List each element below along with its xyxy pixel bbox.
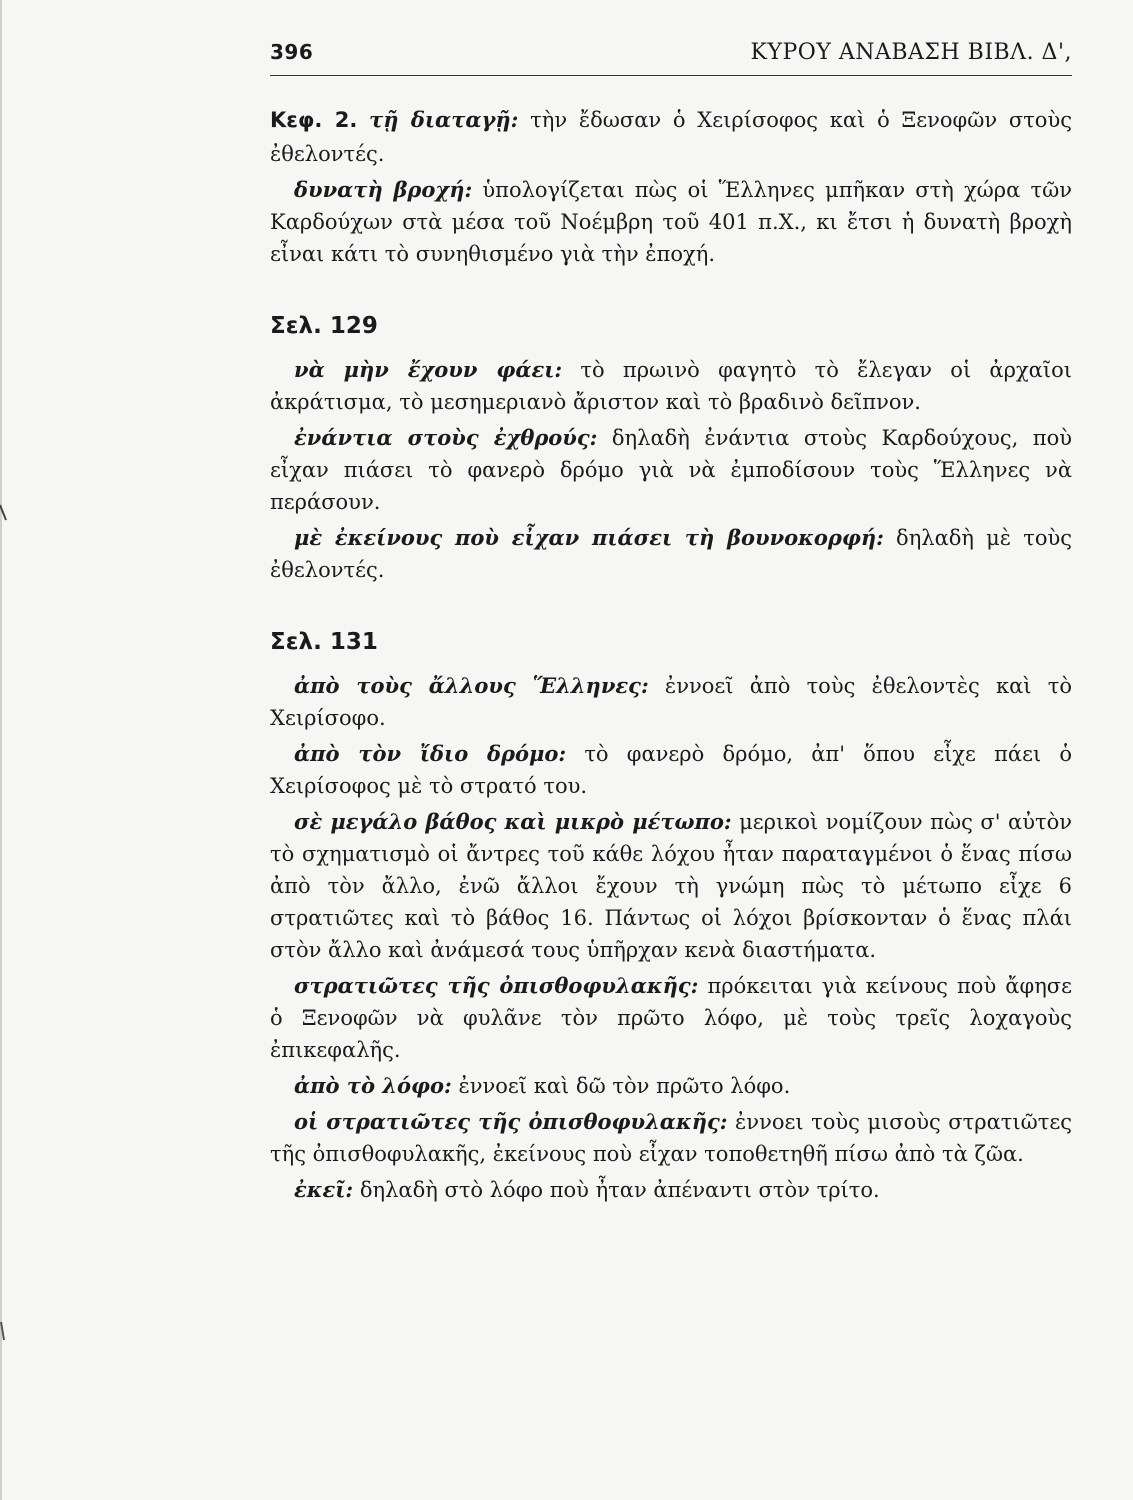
note-entry: [270, 1070, 1072, 1102]
note-term: ἀπὸ τὸ λόφο:: [294, 1073, 452, 1098]
note-text: δηλαδὴ μὲ τοὺς ἐθελοντές.: [270, 526, 1072, 582]
note-term: μὲ ἐκείνους ποὺ εἶχαν πιάσει τὴ βουνοκορφή:: [294, 525, 884, 550]
section-chapter-2: [270, 102, 1072, 270]
note-entry: [270, 522, 1072, 586]
note-term: νὰ μὴν ἔχουν φάει:: [294, 357, 563, 382]
book-page: [270, 40, 1072, 1210]
note-text: τὸ φανερὸ δρόμο, ἀπ' ὅπου εἶχε πάει ὁ Χειρίσοφος μὲ τὸ στρατό του.: [270, 742, 1072, 798]
note-text: ἐννοεῖ καὶ δῶ τὸν πρῶτο λόφο.: [451, 1074, 791, 1098]
note-text: τὸ πρωινὸ φαγητὸ τὸ ἔλεγαν οἱ ἀρχαῖοι ἀκράτισμα, τὸ μεσημεριανὸ ἄριστον καὶ τὸ βραδινὸ δεῖπνον.: [270, 358, 1072, 414]
margin-mark: [0, 505, 6, 520]
note-term: ἀπὸ τὸν ἴδιο δρόμο:: [294, 741, 567, 766]
note-term: στρατιῶτες τῆς ὀπισθοφυλακῆς:: [294, 973, 699, 998]
page-header: [270, 40, 1072, 76]
note-entry: [270, 1174, 1072, 1206]
note-text: ἐννοεῖ ἀπὸ τοὺς ἐθελοντὲς καὶ τὸ Χειρίσοφο.: [270, 674, 1072, 730]
note-term: ἐνάντια στοὺς ἐχθρούς:: [294, 425, 598, 450]
section-page-129: [270, 308, 1072, 586]
note-entry: [270, 670, 1072, 734]
note-entry: [270, 422, 1072, 518]
note-text: τὴν ἔδωσαν ὁ Χειρίσοφος καὶ ὁ Ξενοφῶν στοὺς ἐθελοντές.: [270, 108, 1072, 166]
section-title: Σελ. 129: [270, 313, 378, 339]
note-text: ἐννοει τοὺς μισοὺς στρατιῶτες τῆς ὀπισθοφυλακῆς, ἐκείνους ποὺ εἶχαν τοποθετηθῆ πίσω ἀπὸ τὰ ζῶα.: [270, 1110, 1072, 1166]
note-text: δηλαδὴ στὸ λόφο ποὺ ἦταν ἀπέναντι στὸν τρίτο.: [353, 1178, 880, 1202]
note-entry: [270, 174, 1072, 270]
section-page-131: [270, 624, 1072, 1206]
page-number: 396: [270, 40, 314, 64]
note-term: δυνατὴ βροχή:: [294, 177, 473, 202]
note-entry: [270, 806, 1072, 966]
note-entry: [270, 970, 1072, 1066]
section-title: Σελ. 131: [270, 629, 378, 655]
note-text: μερικοὶ νομίζουν πὼς σ' αὐτὸν τὸ σχηματισμὸ οἱ ἄντρες τοῦ κάθε λόχου ἦταν παραταγμένοι ὁ ἕνας πίσω ἀπὸ τὸν ἄλλο, ἐνῶ ἄλλοι ἔχουν τὴ γνώμη πὼς τὸ μέτωπο εἶχε 6 στρατιῶτες καὶ τὸ βάθος 16. Πάντως οἱ λόχοι βρίσκονταν ὁ ἕνας πλάι στὸν ἄλλο καὶ ἀνάμεσά τους ὑπῆρχαν κενὰ διαστήματα.: [270, 810, 1072, 962]
note-term: ἀπὸ τοὺς ἄλλους Ἕλληνες:: [294, 673, 649, 698]
note-entry: [270, 354, 1072, 418]
note-term: σὲ μεγάλο βάθος καὶ μικρὸ μέτωπο:: [294, 809, 732, 834]
note-text: δηλαδὴ ἐνάντια στοὺς Καρδούχους, ποὺ εἶχαν πιάσει τὸ φανερὸ δρόμο γιὰ νὰ ἐμποδίσουν τοὺς Ἕλληνες νὰ περάσουν.: [270, 426, 1072, 514]
note-entry: [270, 738, 1072, 802]
note-term: ἐκεῖ:: [294, 1177, 354, 1202]
note-term: τῇ διαταγῇ:: [369, 107, 519, 132]
note-entry: [270, 1106, 1072, 1170]
margin-mark: [1, 1322, 4, 1340]
section-title: Κεφ. 2.: [270, 108, 358, 132]
note-entry: [270, 102, 1072, 170]
note-text: ὑπολογίζεται πὼς οἱ Ἕλληνες μπῆκαν στὴ χώρα τῶν Καρδούχων στὰ μέσα τοῦ Νοέμβρη τοῦ 401 π.Χ., κι ἔτσι ἡ δυνατὴ βροχὴ εἶναι κάτι τὸ συνηθισμένο γιὰ τὴν ἐποχή.: [270, 178, 1072, 266]
note-text: πρόκειται γιὰ κείνους ποὺ ἄφησε ὁ Ξενοφῶν νὰ φυλᾶνε τὸν πρῶτο λόφο, μὲ τοὺς τρεῖς λοχαγοὺς ἐπικεφαλῆς.: [270, 974, 1072, 1062]
note-term: οἱ στρατιῶτες τῆς ὀπισθοφυλακῆς:: [294, 1109, 728, 1134]
running-title: ΚΥΡΟΥ ΑΝΑΒΑΣΗ ΒΙΒΛ. Δ',: [750, 40, 1072, 65]
